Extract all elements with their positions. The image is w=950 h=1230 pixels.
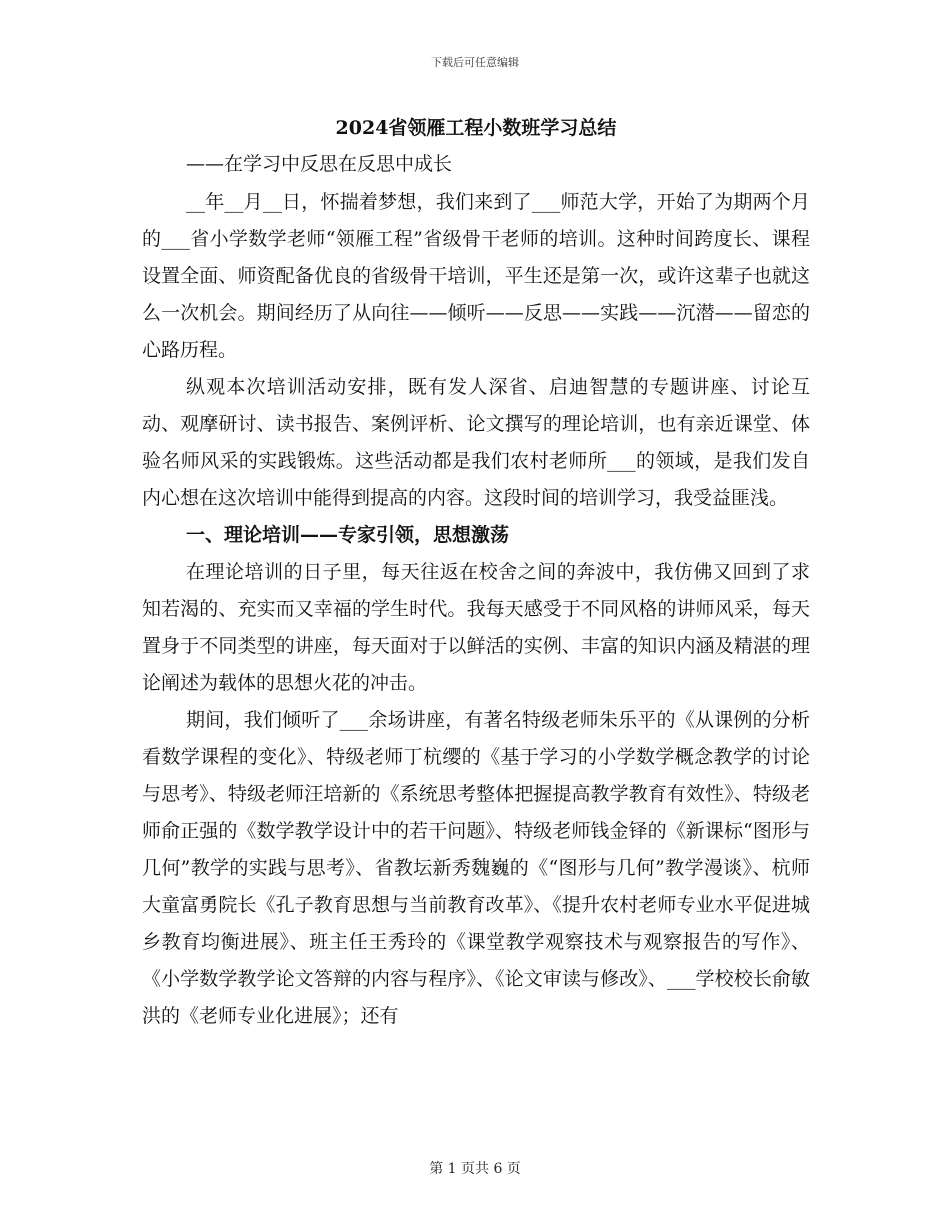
document-subtitle: ——在学习中反思在反思中成长	[186, 153, 453, 175]
document-title: 2024省领雁工程小数班学习总结	[335, 117, 617, 139]
page-footer: 第 1 页共 6 页	[429, 1161, 521, 1177]
document-body	[142, 112, 810, 1035]
section-paragraph: 期间，我们倾听了___余场讲座，有著名特级老师朱乐平的《从课例的分析看数学课程的变化》、特级老师丁杭缨的《基于学习的小学数学概念教学的讨论与思考》、特级老师汪培新的《系统思考整体把握提高教学教育有效性》、特级老师俞正强的《数学教学设计中的若干问题》、特级老师钱金铎的《新课标“图形与几何”教学的实践与思考》、省教坛新秀魏巍的《“图形与几何”教学漫谈》、杭师大童富勇院长《孔子教育思想与当前教育改革》、《提升农村老师专业水平促进城乡教育均衡进展》、班主任王秀玲的《课堂教学观察技术与观察报告的写作》、《小学数学教学论文答辩的内容与程序》、《论文审读与修改》、___学校校长俞敏洪的《老师专业化进展》；还有	[142, 709, 810, 1027]
section-heading: 一、理论培训——专家引领，思想激荡	[186, 524, 510, 546]
overview-paragraph: 纵观本次培训活动安排，既有发人深省、启迪智慧的专题讲座、讨论互动、观摩研讨、读书报告、案例评析、论文撰写的理论培训，也有亲近课堂、体验名师风采的实践锻炼。这些活动都是我们农村老师所___的领域，是我们发自内心想在这次培训中能得到提高的内容。这段时间的培训学习，我受益匪浅。	[142, 376, 810, 509]
section-paragraph: 在理论培训的日子里，每天往返在校舍之间的奔波中，我仿佛又回到了求知若渴的、充实而又幸福的学生时代。我每天感受于不同风格的讲师风采，每天置身于不同类型的讲座，每天面对于以鲜活的实例、丰富的知识内涵及精湛的理论阐述为载体的思想火花的冲击。	[142, 561, 810, 694]
intro-paragraph: __年__月__日，怀揣着梦想，我们来到了___师范大学，开始了为期两个月的___省小学数学老师“领雁工程”省级骨干老师的培训。这种时间跨度长、课程设置全面、师资配备优良的省级骨干培训，平生还是第一次，或许这辈子也就这么一次机会。期间经历了从向往——倾听——反思——实践——沉潜——留恋的心路历程。	[142, 191, 810, 361]
page-header-note: 下载后可任意编辑	[431, 56, 519, 69]
